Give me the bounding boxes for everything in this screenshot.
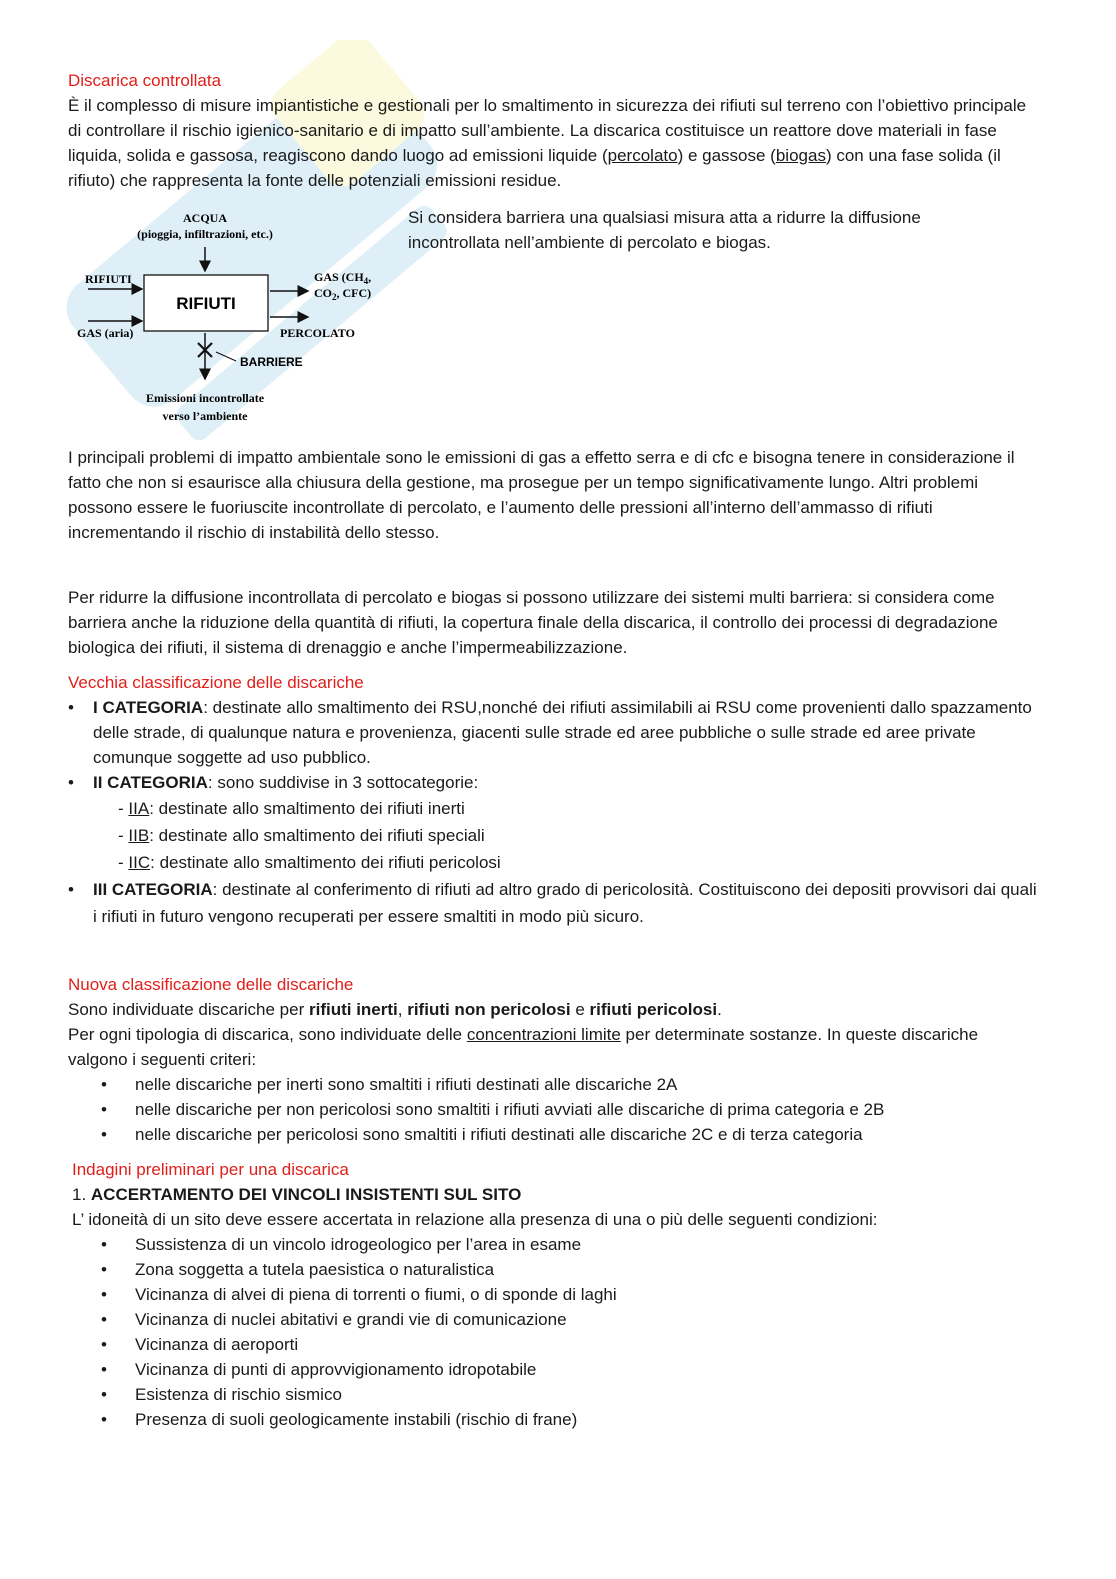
term-biogas: biogas [775, 146, 826, 165]
list-item: • Sussistenza di un vincolo idrogeologico per l’area in esame [68, 1232, 1038, 1257]
new-criteria-list [68, 1072, 1038, 1147]
section-heading-vecchia-classificazione: Vecchia classificazione delle discariche [68, 673, 364, 692]
list-item: • nelle discariche per inerti sono smaltiti i rifiuti destinati alle discariche 2A [68, 1072, 1038, 1097]
label-barriere: BARRIERE [240, 355, 303, 369]
rifiuti-box-label: RIFIUTI [176, 294, 236, 313]
label-emissioni-1: Emissioni incontrollate [145, 391, 265, 405]
list-item-cat3: • III CATEGORIA: destinate al conferimento di rifiuti ad altro grado di pericolosità. Costituiscono dei depositi provvisori dai quali i rifiuti in futuro vengono recuperati per essere smaltiti in modo più sicuro. [68, 876, 1038, 930]
list-item: • Presenza di suoli geologicamente instabili (rischio di frane) [68, 1407, 1038, 1432]
paragraph-concentrazioni: Per ogni tipologia di discarica, sono individuate delle concentrazioni limite per determinate sostanze. In queste discariche valgono i seguenti criteri: [68, 1025, 979, 1069]
subheading-accertamento: 1. ACCERTAMENTO DEI VINCOLI INSISTENTI SUL SITO [72, 1185, 522, 1204]
list-item: • Vicinanza di nuclei abitativi e grandi vie di comunicazione [68, 1307, 1038, 1332]
label-gas-aria: GAS (aria) [77, 326, 134, 340]
paragraph-impatto: I principali problemi di impatto ambientale sono le emissioni di gas a effetto serra e di cfc e bisogna tenere in considerazione il fatto che non si esaurisce alla chiusura della gestione, ma prosegue per un tempo significativamente lungo. Altri problemi possono essere le fuoriuscite incontrollate di percolato, e l’aumento delle pressioni all’interno dell’ammasso di rifiuti incrementando il rischio di instabilità dello stesso. [68, 448, 1015, 542]
conditions-list [68, 1232, 1038, 1432]
paragraph-multibarriera: Per ridurre la diffusione incontrollata di percolato e biogas si possono utilizzare dei sistemi multi barriera: si considera come barriera anche la riduzione della quantità di rifiuti, la copertura finale della discarica, il controllo dei processi di degradazione biologica dei rifiuti, il sistema di drenaggio e anche l’impermeabilizzazione. [68, 588, 998, 657]
list-item: • Zona soggetta a tutela paesistica o naturalistica [68, 1257, 1038, 1282]
section-heading-nuova-classificazione: Nuova classificazione delle discariche [68, 975, 354, 994]
term-concentrazioni-limite: concentrazioni limite [466, 1025, 621, 1044]
label-gas-out-2: $CO_2$, CFC) [314, 286, 372, 302]
term-percolato: percolato [607, 146, 678, 165]
sub-item-iic: - IIC: destinate allo smaltimento dei rifiuti pericolosi [118, 853, 501, 872]
label-acqua: ACQUA [183, 211, 227, 225]
sub-item-iib: - IIB: destinate allo smaltimento dei rifiuti speciali [118, 826, 485, 845]
diagram-section [68, 205, 1038, 435]
old-category-list [68, 695, 1038, 930]
section-heading-discarica-controllata: Discarica controllata [68, 71, 222, 90]
list-item: • Vicinanza di aeroporti [68, 1332, 1038, 1357]
label-percolato: PERCOLATO [280, 326, 355, 340]
list-item: • Vicinanza di alvei di piena di torrenti o fiumi, o di sponde di laghi [68, 1282, 1038, 1307]
rifiuti-flow-diagram [68, 205, 388, 435]
list-item: • nelle discariche per pericolosi sono smaltiti i rifiuti destinati alle discariche 2C e di terza categoria [68, 1122, 1038, 1147]
label-acqua-sub: (pioggia, infiltrazioni, etc.) [137, 227, 273, 241]
list-item-cat1: • I CATEGORIA: destinate allo smaltimento dei RSU,nonché dei rifiuti assimilabili ai RSU come provenienti dallo spazzamento delle strade, di qualunque natura e provenienza, giacenti sulle strade ed aree pubbliche o sulle strade ed aree private comunque soggette ad uso pubblico. [68, 695, 1038, 770]
barrier-definition: Si considera barriera una qualsiasi misura atta a ridurre la diffusione incontrollata nell’ambiente di percolato e biogas. [408, 208, 921, 252]
label-rifiuti-in: RIFIUTI [85, 272, 132, 286]
list-item: • nelle discariche per non pericolosi sono smaltiti i rifiuti avviati alle discariche di prima categoria e 2B [68, 1097, 1038, 1122]
paragraph-intro: È il complesso di misure impiantistiche e gestionali per lo smaltimento in sicurezza dei rifiuti sul terreno con l’obiettivo principale di controllare il rischio igienico-sanitario e di impatto sull’ambiente. La discarica costituisce un reattore dove materiali in fase liquida, solida e gassosa, reagiscono dando luogo ad emissioni liquide (percolato) e gassose (biogas) con una fase solida (il rifiuto) che rappresenta la fonte delle potenziali emissioni residue. [68, 96, 1027, 190]
list-item: • Vicinanza di punti di approvvigionamento idropotabile [68, 1357, 1038, 1382]
paragraph-idoneita: L’ idoneità di un sito deve essere accertata in relazione alla presenza di una o più delle seguenti condizioni: [72, 1210, 878, 1229]
paragraph-nuova-tipi: Sono individuate discariche per rifiuti inerti, rifiuti non pericolosi e rifiuti pericolosi. [68, 1000, 722, 1019]
list-item-cat2: • II CATEGORIA: sono suddivise in 3 sottocategorie: - IIA: destinate allo smaltimento dei rifiuti inerti - IIB: destinate allo smaltimento dei rifiuti speciali - IIC: destinate allo smaltimento dei rifiuti pericolosi [68, 770, 1038, 876]
sub-item-iia: - IIA: destinate allo smaltimento dei rifiuti inerti [118, 799, 465, 818]
list-item: • Esistenza di rischio sismico [68, 1382, 1038, 1407]
section-heading-indagini: Indagini preliminari per una discarica [72, 1160, 349, 1179]
barrier-pointer [216, 352, 236, 361]
label-gas-out-1: GAS ($CH_4$, [314, 270, 372, 286]
document-page [68, 68, 1038, 1432]
label-emissioni-2: verso l’ambiente [162, 409, 248, 423]
